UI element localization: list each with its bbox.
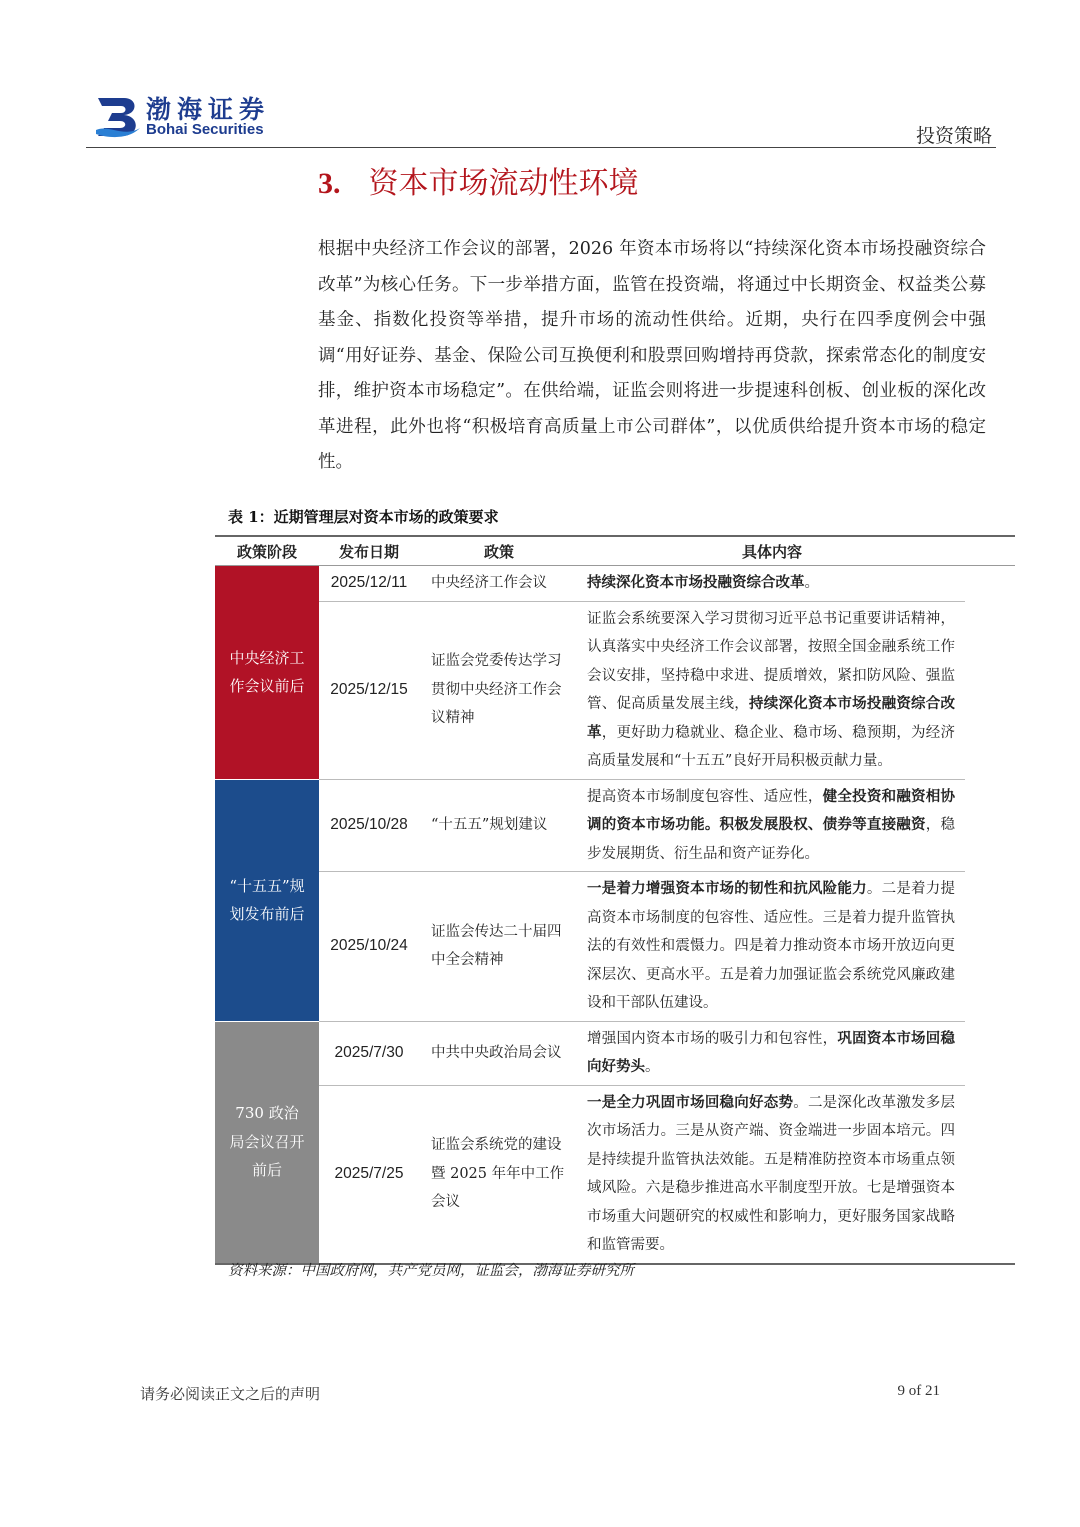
intro-paragraph: 根据中央经济工作会议的部署，2026 年资本市场将以“持续深化资本市场投融资综合改革”为核心任务。下一步举措方面，监管在投资端，将通过中长期资金、权益类公募基金、指数化投资等举措，提升市场的流动性供给。近期，央行在四季度例会中强调“用好证券、基金、保险公司互换便利和股票回购增持再贷款，探索常态化的制度安排，维护资本市场稳定”。在供给端，证监会则将进一步提速科创板、创业板的深化改革进程，此外也将“积极培育高质量上市公司群体”，以优质供给提升资本市场的稳定性。 — [318, 239, 986, 472]
content-text: 提高资本市场制度包容性、适应性， — [587, 788, 823, 805]
section-heading: 资本市场流动性环境 — [368, 166, 639, 201]
content-text: ，更好助力稳就业、稳企业、稳市场、稳预期，为经济高质量发展和“十五五”良好开局积极贡献力量。 — [587, 724, 956, 769]
spacer-cell — [965, 779, 1015, 872]
content-text: 证监会系统要深入学习贯彻习近平总书记重要讲话精神，认真落实中央经济工作会议部署，按照全国金融系统工作会议安排，坚持稳中求进、提质增效，紧扣防风险、强监管、促高质量发展主线， — [587, 610, 955, 712]
header-divider — [86, 147, 996, 148]
table-row — [215, 779, 1015, 872]
content-cell — [579, 601, 965, 779]
content-text: 。 — [645, 1059, 660, 1075]
company-logo — [94, 94, 304, 142]
table-row — [215, 1021, 1015, 1085]
footer-disclaimer: 请务必阅读正文之后的声明 — [140, 1385, 321, 1403]
content-emphasis: 巩固资本市场回稳向好势头 — [587, 1029, 956, 1075]
date-cell: 2025/12/11 — [319, 566, 419, 602]
header-content: 具体内容 — [579, 536, 965, 566]
spacer-cell — [965, 1085, 1015, 1264]
header-spacer — [965, 536, 1015, 566]
content-text: 。 — [804, 575, 819, 591]
policy-cell: 证监会传达二十届四中全会精神 — [419, 872, 579, 1022]
spacer-cell — [965, 601, 1015, 779]
content-cell — [579, 779, 965, 872]
content-cell — [579, 1085, 965, 1264]
section-title — [318, 158, 639, 202]
date-cell: 2025/12/15 — [319, 601, 419, 779]
logo-chinese-name: 渤海证券 — [146, 95, 271, 124]
date-cell: 2025/10/28 — [319, 779, 419, 872]
section-number: 3. — [318, 167, 341, 200]
content-text: ，稳步发展期货、衍生品和资产证券化。 — [587, 817, 956, 862]
policy-cell: 中共中央政治局会议 — [419, 1021, 579, 1085]
content-text: 增强国内资本市场的吸引力和包容性， — [587, 1030, 838, 1047]
content-cell — [579, 1021, 965, 1085]
spacer-cell — [965, 1021, 1015, 1085]
policy-cell: 证监会系统党的建设暨 2025 年年中工作会议 — [419, 1085, 579, 1264]
policy-cell: 中央经济工作会议 — [419, 566, 579, 602]
content-emphasis: 一是全力巩固市场回稳向好态势 — [587, 1093, 794, 1111]
content-cell — [579, 566, 965, 602]
content-text: 。二是深化改革激发多层次市场活力。三是从资产端、资金端进一步固本培元。四是持续提升监管执法效能。五是精准防控资本市场重点领域风险。六是稳步推进高水平制度型开放。七是增强资本市场重大问题研究的权威性和影响力，更好服务国家战略和监管需要。 — [587, 1094, 956, 1253]
table-row — [215, 872, 1015, 1022]
table-caption: 表 1：近期管理层对资本市场的政策要求 — [228, 508, 499, 526]
content-text: 。二是着力提高资本市场制度的包容性、适应性。三是着力提升监管执法的有效性和震慑力。四是着力推动资本市场开放迈向更深层次、更高水平。五是着力加强证监会系统党风廉政建设和干部队伍建设。 — [587, 881, 956, 1011]
date-cell: 2025/7/30 — [319, 1021, 419, 1085]
table-row — [215, 566, 1015, 602]
header-stage: 政策阶段 — [215, 536, 319, 566]
policy-cell: “十五五”规划建议 — [419, 779, 579, 872]
policy-cell: 证监会党委传达学习贯彻中央经济工作会议精神 — [419, 601, 579, 779]
spacer-cell — [965, 566, 1015, 602]
header-policy: 政策 — [419, 536, 579, 566]
content-cell — [579, 872, 965, 1022]
bohai-logo-icon — [94, 94, 142, 140]
content-emphasis: 持续深化资本市场投融资综合改革 — [587, 574, 805, 591]
table-row — [215, 1085, 1015, 1264]
stage-cell: 中央经济工作会议前后 — [215, 566, 319, 780]
content-emphasis: 健全投资和融资相协调的资本市场功能。积极发展股权、债券等直接融资 — [587, 787, 956, 833]
date-cell: 2025/10/24 — [319, 872, 419, 1022]
stage-cell: “十五五”规划发布前后 — [215, 779, 319, 1021]
stage-cell: 730 政治局会议召开前后 — [215, 1021, 319, 1264]
table-header-row — [215, 536, 1015, 566]
table-source-note: 资料来源：中国政府网，共产党员网，证监会，渤海证券研究所 — [228, 1263, 634, 1279]
report-category: 投资策略 — [915, 125, 992, 147]
policy-table — [215, 535, 1015, 1265]
table-row — [215, 601, 1015, 779]
content-emphasis: 持续深化资本市场投融资综合改革 — [587, 695, 956, 741]
page-number: 9 of 21 — [897, 1383, 940, 1399]
date-cell: 2025/7/25 — [319, 1085, 419, 1264]
content-emphasis: 一是着力增强资本市场的韧性和抗风险能力 — [587, 880, 867, 897]
spacer-cell — [965, 872, 1015, 1022]
header-date: 发布日期 — [319, 536, 419, 566]
logo-english-name: Bohai Securities — [146, 121, 264, 138]
